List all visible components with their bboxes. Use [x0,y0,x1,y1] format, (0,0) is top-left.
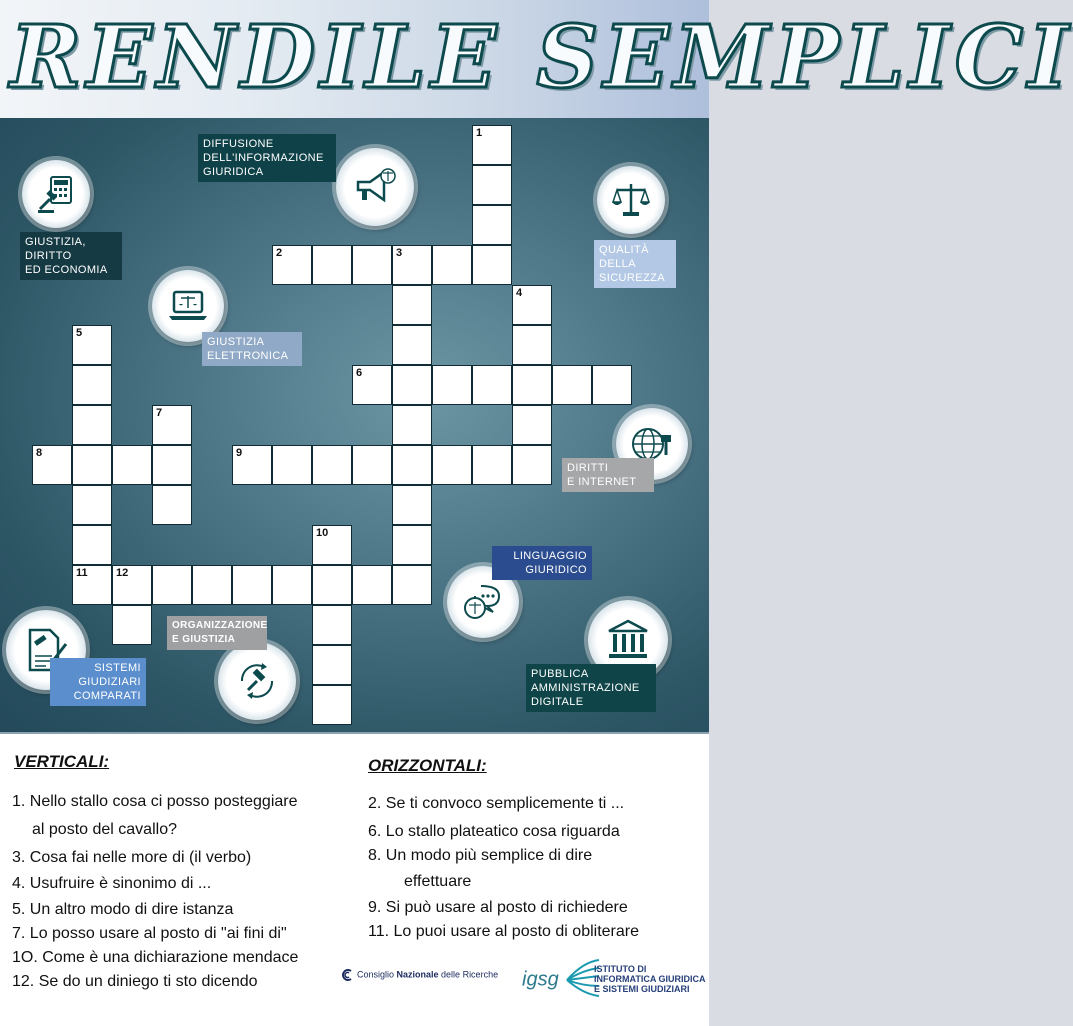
crossword-cell[interactable] [232,445,272,485]
page-title: RENDILE SEMPLICI [10,7,1073,108]
speech-bubbles-icon [461,580,505,624]
clue-number: 6 [356,367,363,379]
down-clue: 4. Usufruire è sinonimo di ... [12,875,212,892]
crossword-cell[interactable] [152,445,192,485]
crossword-cell[interactable] [472,245,512,285]
down-clues-title: VERTICALI: [14,752,110,771]
diffusione-informazione-circle [336,148,414,226]
megaphone-scales-icon [352,164,398,210]
crossword-cell[interactable] [392,285,432,325]
down-clue: 12. Se do un diniego ti sto dicendo [12,973,258,990]
clue-number: 8 [36,447,43,459]
across-clues-title: ORIZZONTALI: [368,756,487,775]
crossword-cell[interactable] [72,445,112,485]
crossword-cell[interactable] [352,245,392,285]
laptop-scales-icon [166,284,210,328]
across-clue: effettuare [404,873,472,890]
crossword-cell[interactable] [152,405,192,445]
crossword-cell[interactable] [392,565,432,605]
crossword-cell[interactable] [352,445,392,485]
crossword-cell[interactable] [152,485,192,525]
crossword-cell[interactable] [392,525,432,565]
calculator-gavel-icon [35,173,77,215]
crossword-cell[interactable] [392,365,432,405]
crossword-cell[interactable] [312,525,352,565]
crossword-cell[interactable] [472,205,512,245]
crossword-cell[interactable] [192,565,232,605]
crossword-board [0,118,709,732]
crossword-cell[interactable] [112,445,152,485]
crossword-cell[interactable] [272,565,312,605]
igsg-logo [522,958,603,1002]
pubblica-amministrazione-label: PUBBLICA AMMINISTRAZIONE DIGITALE [526,664,656,712]
crossword-cell[interactable] [432,365,472,405]
crossword-cell[interactable] [72,325,112,365]
diritti-internet-label: DIRITTI E INTERNET [562,458,654,492]
cnr-name-bold: Nazionale [396,969,439,980]
crossword-cell[interactable] [352,365,392,405]
crossword-cell[interactable] [112,605,152,645]
title-banner [0,0,1073,118]
organizzazione-giustizia-circle [218,642,296,720]
building-icon [605,617,651,663]
igsg-full-name: ISTITUTO DI INFORMATICA GIURIDICA E SISTEMI GIUDIZIARI [594,964,706,994]
crossword-cell[interactable] [472,125,512,165]
down-clue: 7. Lo posso usare al posto di "ai fini di" [12,925,287,942]
crossword-cell[interactable] [312,685,352,725]
crossword-cell[interactable] [592,365,632,405]
down-clue: 1O. Come è una dichiarazione mendace [12,949,299,966]
scales-icon [609,178,653,222]
crossword-cell[interactable] [432,245,472,285]
clue-number: 11 [76,567,88,579]
crossword-cell[interactable] [472,365,512,405]
crossword-cell[interactable] [32,445,72,485]
crossword-cell[interactable] [392,485,432,525]
crossword-cell[interactable] [472,445,512,485]
crossword-cell[interactable] [512,285,552,325]
qualita-sicurezza-label: QUALITÀ DELLA SICUREZZA [594,240,676,288]
across-clue: 11. Lo puoi usare al posto di obliterare [368,923,639,940]
across-clue: 2. Se ti convoco semplicemente ti ... [368,795,625,812]
crossword-cell[interactable] [152,565,192,605]
gavel-cycle-icon [234,658,280,704]
crossword-cell[interactable] [392,445,432,485]
crossword-cell[interactable] [512,325,552,365]
crossword-cell[interactable] [472,165,512,205]
crossword-cell[interactable] [272,445,312,485]
giustizia-diritto-economia-label: GIUSTIZIA, DIRITTO ED ECONOMIA [20,232,122,280]
clue-number: 12 [116,567,129,579]
crossword-cell[interactable] [432,445,472,485]
across-clue: 6. Lo stallo plateatico cosa riguarda [368,823,620,840]
crossword-cell[interactable] [392,245,432,285]
clue-number: 5 [76,327,83,339]
crossword-cell[interactable] [72,405,112,445]
crossword-cell[interactable] [512,445,552,485]
crossword-cell[interactable] [512,365,552,405]
crossword-cell[interactable] [312,245,352,285]
across-clue: 8. Un modo più semplice di dire [368,847,593,864]
diffusione-informazione-label: DIFFUSIONE DELL'INFORMAZIONE GIURIDICA [198,134,336,182]
down-clue: al posto del cavallo? [32,821,177,838]
down-clue: 3. Cosa fai nelle more di (il verbo) [12,849,252,866]
crossword-cell[interactable] [312,445,352,485]
igsg-wordmark: igsg [522,968,559,991]
crossword-cell[interactable] [72,565,112,605]
crossword-cell[interactable] [512,405,552,445]
clue-number: 3 [396,247,403,259]
crossword-cell[interactable] [72,485,112,525]
across-clue: 9. Si può usare al posto di richiedere [368,899,628,916]
qualita-sicurezza-circle [597,166,665,234]
cnr-logo [340,968,498,982]
clue-number: 10 [316,527,329,539]
cnr-name-post: delle Ricerche [438,969,499,980]
sistemi-giudiziari-label: SISTEMI GIUDIZIARI COMPARATI [50,658,146,706]
clue-number: 1 [476,127,483,139]
crossword-cell[interactable] [392,405,432,445]
crossword-cell[interactable] [232,565,272,605]
clue-number: 4 [516,287,523,299]
crossword-cell[interactable] [72,525,112,565]
cnr-emblem-icon [340,968,354,982]
cnr-name-pre: Consiglio [357,969,397,980]
crossword-cell[interactable] [72,365,112,405]
crossword-cell[interactable] [112,565,152,605]
crossword-cell[interactable] [312,645,352,685]
clue-number: 2 [276,247,283,259]
down-clue: 1. Nello stallo cosa ci posso posteggiare [12,793,298,810]
clue-number: 9 [236,447,243,459]
organizzazione-giustizia-label: ORGANIZZAZIONE E GIUSTIZIA [167,616,267,650]
linguaggio-giuridico-label: LINGUAGGIO GIURIDICO [492,546,592,580]
crossword-cell[interactable] [312,605,352,645]
crossword-cell[interactable] [352,565,392,605]
crossword-cell[interactable] [272,245,312,285]
giustizia-diritto-economia-circle [22,160,90,228]
crossword-cell[interactable] [552,365,592,405]
down-clue: 5. Un altro modo di dire istanza [12,901,234,918]
crossword-cell[interactable] [392,325,432,365]
giustizia-elettronica-label: GIUSTIZIA ELETTRONICA [202,332,302,366]
clue-number: 7 [156,407,163,419]
crossword-cell[interactable] [312,565,352,605]
